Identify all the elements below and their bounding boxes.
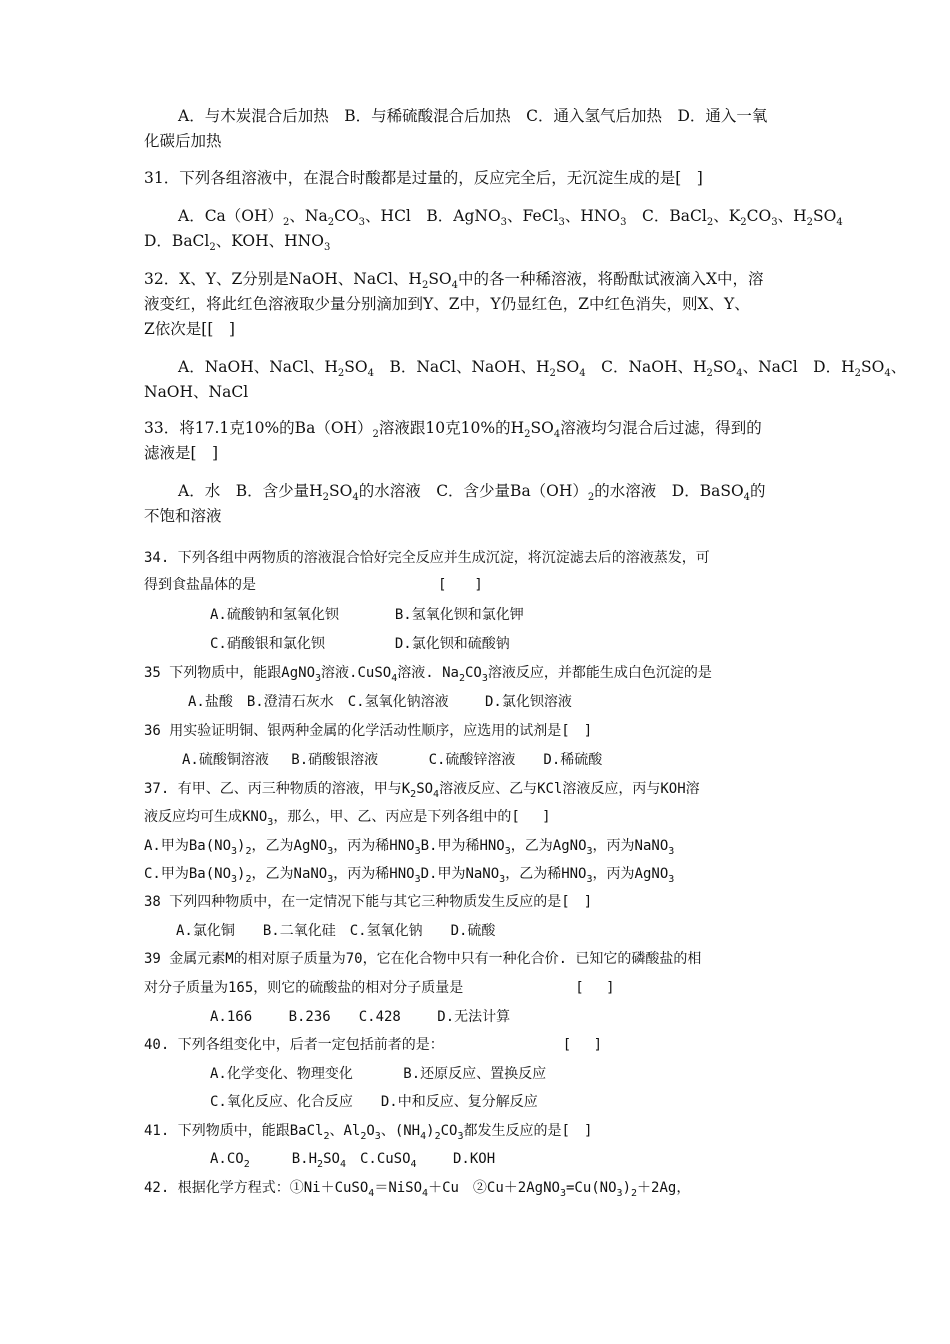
text-line: A.硫酸钠和氢氧化钡 B.氢氧化钡和氯化钾 <box>210 607 524 623</box>
text-line: 液反应均可生成$KNO_3$，那么，甲、乙、丙应是下列各组中的[ ] <box>144 809 551 828</box>
text-line: A.硫酸铜溶液 B.硝酸银溶液 C.硫酸锌溶液 D.稀硫酸 <box>182 752 603 768</box>
text-line: A.甲为$Ba(NO_3)_2$，乙为AgNO$_3$，丙为稀$HNO_3B$.甲为稀$HNO_3$，乙为AgNO$_3$，丙为NaNO$_3$ <box>144 838 675 857</box>
text-line: 32．X、Y、Z分别是NaOH、NaCl、$H_2SO_4$中的各一种稀溶液，将酚酞试液滴入X中，溶 <box>144 270 764 291</box>
text-line: Z依次是[[ ] <box>144 320 235 338</box>
text-line: A．$Ca(OH)_2$、$Na_2CO_3$、HCl B．AgNO$_3$、FeCl$_3$、$HNO_3$ C．BaCl$_2$、$K_2CO_3$、$H_2SO_4$ <box>178 207 843 228</box>
text-line: 33．将17.1克10%的$Ba(OH)_2$溶液跟10克10%的$H_2SO_4$溶液均匀混合后过滤，得到的 <box>144 419 762 440</box>
text-line: 39 金属元素M的相对原子质量为70，它在化合物中只有一种化合价. 已知它的磷酸盐的相 <box>144 951 702 967</box>
text-line: A．水 B．含少量$H_2SO_4$的水溶液 C．含少量$Ba(OH)_2$的水溶液 D．BaSO$_4$的 <box>178 482 766 503</box>
text-line: 31．下列各组溶液中，在混合时酸都是过量的，反应完全后，无沉淀生成的是[ ] <box>144 169 703 187</box>
text-line: A.氯化铜 B.二氧化硅 C.氢氧化钠 D.硫酸 <box>176 923 496 939</box>
text-line: 36 用实验证明铜、银两种金属的化学活动性顺序，应选用的试剂是[ ] <box>144 723 593 739</box>
text-line: 40. 下列各组变化中，后者一定包括前者的是： [ ] <box>144 1037 602 1053</box>
text-line: 液变红，将此红色溶液取少量分别滴加到Y、Z中，Y仍显红色，Z中红色消失，则X、Y、 <box>144 295 750 313</box>
text-line: 37. 有甲、乙、丙三种物质的溶液，甲与$K_2SO_4$溶液反应、乙与KCl溶液反应，丙与KOH溶 <box>144 781 700 800</box>
text-line: C.甲为$Ba(NO_3)_2$，乙为NaNO$_3$，丙为稀$HNO_3D$.甲为NaNO$_3$，乙为稀$HNO_3$，丙为AgNO$_3$ <box>144 866 675 885</box>
text-line: A．与木炭混合后加热 B．与稀硫酸混合后加热 C．通入氢气后加热 D．通入一氧 <box>178 107 768 125</box>
text-line: 35 下列物质中，能跟AgNO$_3$溶液.CuSO$_4$溶液. $Na_2CO_3$溶液反应，并都能生成白色沉淀的是 <box>144 665 712 684</box>
text-line: 34. 下列各组中两物质的溶液混合恰好完全反应并生成沉淀，将沉淀滤去后的溶液蒸发，可 <box>144 550 710 566</box>
text-line: 滤液是[ ] <box>144 444 219 462</box>
text-line: A.166 B.236 C.428 D.无法计算 <box>210 1009 511 1025</box>
text-line: A．NaOH、NaCl、$H_2SO_4$ B．NaCl、NaOH、$H_2SO_4$ C．NaOH、$H_2SO_4$、NaCl D．$H_2SO_4$、 <box>178 358 907 379</box>
text-line: 不饱和溶液 <box>144 507 222 525</box>
text-line: $A.CO_2$ $B.H_2SO_4$ C.CuSO$_4$ D.KOH <box>210 1151 496 1170</box>
text-line: 对分子质量为165，则它的硫酸盐的相对分子质量是 [ ] <box>144 980 615 996</box>
text-line: C.氧化反应、化合反应 D.中和反应、复分解反应 <box>210 1094 538 1110</box>
text-line: D．BaCl$_2$、KOH、$HNO_3$ <box>144 232 331 253</box>
text-line: 41. 下列物质中，能跟BaCl$_2$、$Al_2O_3$、$(NH_4)_2CO_3$都发生反应的是[ ] <box>144 1123 593 1142</box>
text-line: 得到食盐晶体的是 [ ] <box>144 577 483 593</box>
text-line: 化碳后加热 <box>144 132 222 150</box>
text-line: C.硝酸银和氯化钡 D.氯化钡和硫酸钠 <box>210 636 510 652</box>
text-line: 38 下列四种物质中，在一定情况下能与其它三种物质发生反应的是[ ] <box>144 894 593 910</box>
text-line: A.盐酸 B.澄清石灰水 C.氢氧化钠溶液 D.氯化钡溶液 <box>188 694 572 710</box>
text-line: 42. 根据化学方程式：①Ni＋CuSO$_4$＝NiSO$_4$＋Cu $②Cu+2AgNO_3=Cu(NO_3)_2+2Ag$， <box>144 1180 691 1199</box>
text-line: A.化学变化、物理变化 B.还原反应、置换反应 <box>210 1066 547 1082</box>
text-line: NaOH、NaCl <box>144 383 249 401</box>
